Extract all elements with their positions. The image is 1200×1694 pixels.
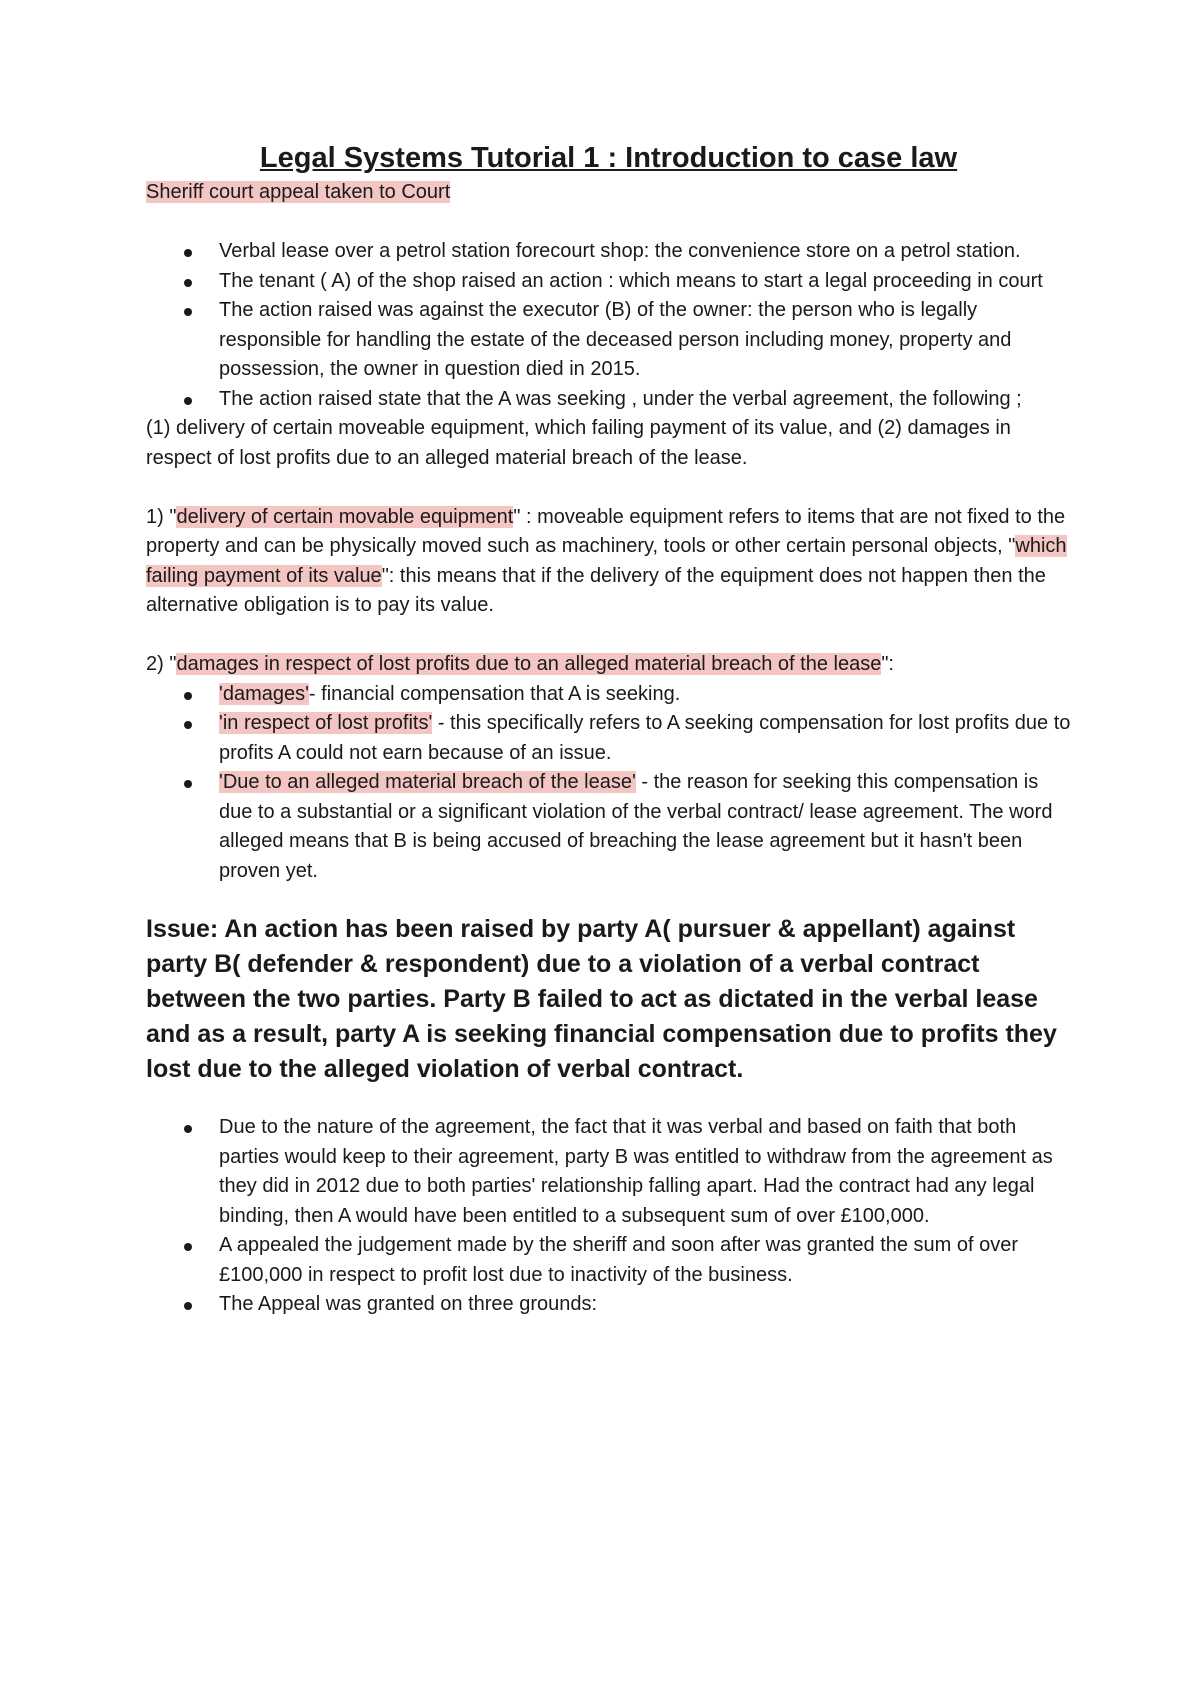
facts-list xyxy=(146,237,1071,414)
highlight-phrase: 'Due to an alleged material breach of the lease' xyxy=(219,771,636,793)
claims-paragraph: (1) delivery of certain moveable equipment, which failing payment of its value, and (2) damages in respect of lost profits due to an alleged material breach of the lease. xyxy=(146,417,1011,469)
list-item: The action raised was against the executor (B) of the owner: the person who is legally responsible for handling the estate of the deceased person including money, property and possession, the owner in question died in 2015. xyxy=(146,296,1071,385)
bullet-icon xyxy=(184,721,192,729)
list-item: 'in respect of lost profits' - this specifically refers to A seeking compensation for lost profits due to profits A could not earn because of an issue. xyxy=(146,709,1071,768)
highlight-phrase: which failing payment of its value xyxy=(146,535,1067,587)
spacer xyxy=(146,1087,1071,1113)
list-item: 'Due to an alleged material breach of the lease' - the reason for seeking this compensation is due to a substantial or a significant violation of the verbal contract/ lease agreement. The word alleged means that B is being accused of breaching the lease agreement but it hasn't been proven yet. xyxy=(146,768,1071,886)
list-item: 'damages'- financial compensation that A is seeking. xyxy=(146,680,1071,710)
highlight-phrase: delivery of certain movable equipment xyxy=(176,505,514,528)
issue-statement: Issue: An action has been raised by party A( pursuer & appellant) against party B( defender & respondent) due to a violation of a verbal contract between the two parties. Party B failed to act as dictated in the verbal lease and as a result, party A is seeking financial compensation due to profits they lost due to the alleged violation of verbal contract. xyxy=(146,915,1057,1083)
moveable-equipment-paragraph: 1) "delivery of certain movable equipment" : moveable equipment refers to items that are not fixed to the property and can be physically moved such as machinery, tools or other certain personal objects, "which failing payment of its value": this means that if the delivery of the equipment does not happen then the alternative obligation is to pay its value. xyxy=(146,505,1067,616)
bullet-icon xyxy=(184,1302,192,1310)
bullet-icon xyxy=(184,692,192,700)
subtitle xyxy=(146,178,1071,208)
list-item: The Appeal was granted on three grounds: xyxy=(146,1290,1071,1320)
spacer xyxy=(146,621,1071,651)
document-title: Legal Systems Tutorial 1 : Introduction to case law xyxy=(259,142,958,174)
damages-paragraph: 2) "damages in respect of lost profits due to an alleged material breach of the lease": xyxy=(146,653,894,675)
bullet-icon xyxy=(184,780,192,788)
list-item: Due to the nature of the agreement, the fact that it was verbal and based on faith that both parties would keep to their agreement, party B was entitled to withdraw from the agreement as they did in 2012 due to both parties' relationship falling apart. Had the contract had any legal binding, then A would have been entitled to a subsequent sum of over £100,000. xyxy=(146,1113,1071,1231)
bullet-icon xyxy=(184,249,192,257)
spacer xyxy=(146,473,1071,503)
list-item: Verbal lease over a petrol station forecourt shop: the convenience store on a petrol station. xyxy=(146,237,1071,267)
spacer xyxy=(146,886,1071,912)
bullet-icon xyxy=(184,279,192,287)
subtitle-highlight: Sheriff court appeal taken to Court xyxy=(146,181,451,203)
damages-list xyxy=(146,680,1071,887)
list-item: The tenant ( A) of the shop raised an action : which means to start a legal proceeding in court xyxy=(146,267,1071,297)
list-item: A appealed the judgement made by the sheriff and soon after was granted the sum of over £100,000 in respect to profit lost due to inactivity of the business. xyxy=(146,1231,1071,1290)
highlight-phrase: damages in respect of lost profits due to an alleged material breach of the lease xyxy=(176,653,882,675)
highlight-phrase: 'damages' xyxy=(219,682,309,705)
bullet-icon xyxy=(184,308,192,316)
spacer xyxy=(146,208,1071,238)
document-page xyxy=(146,140,1071,1320)
bullet-icon xyxy=(184,397,192,405)
bullet-icon xyxy=(184,1125,192,1133)
list-item: The action raised state that the A was seeking , under the verbal agreement, the following ; xyxy=(146,385,1071,415)
bullet-icon xyxy=(184,1243,192,1251)
highlight-phrase: 'in respect of lost profits' xyxy=(219,712,433,734)
judgement-list xyxy=(146,1113,1071,1320)
